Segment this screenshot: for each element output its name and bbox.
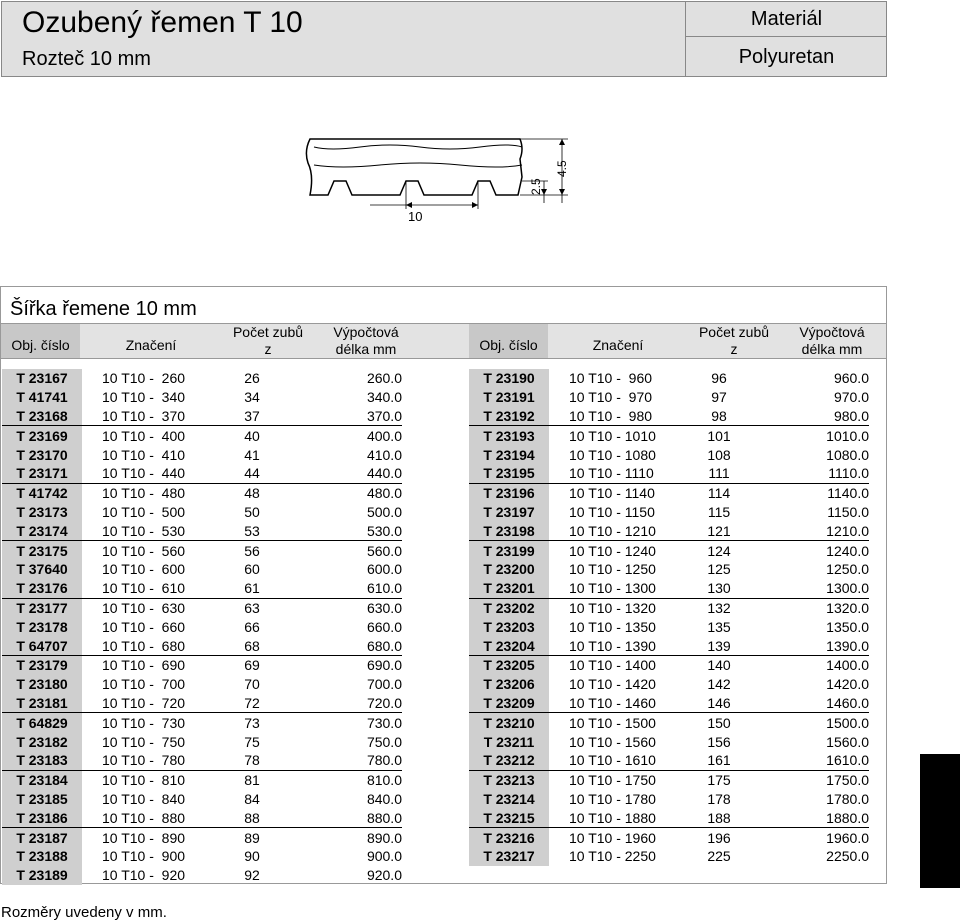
tooth-count-cell: 34 — [244, 389, 260, 406]
order-number-cell: T 23214 — [469, 790, 549, 809]
designation-cell: 10 T10 - 1350 — [569, 618, 656, 635]
order-number-cell: T 23168 — [2, 407, 82, 426]
calc-length-cell: 840.0 — [366, 790, 402, 807]
table-row — [2, 560, 402, 579]
order-number-cell: T 23188 — [2, 847, 82, 866]
calc-length-cell: 680.0 — [366, 637, 402, 654]
tooth-count-cell: 40 — [222, 426, 282, 445]
tooth-count-cell: 69 — [222, 655, 282, 674]
calc-length-cell: 1500.0 — [749, 713, 869, 732]
col-header-delka-left: Výpočtová délka mm — [333, 324, 399, 357]
calc-length-cell: 530.0 — [366, 522, 402, 539]
calc-length-cell: 1390.0 — [826, 637, 869, 654]
order-number-cell: T 23199 — [469, 541, 549, 560]
tooth-count-cell: 139 — [707, 637, 731, 654]
calc-length-cell: 1610.0 — [826, 752, 869, 769]
dimension-2-5-label: 2.5 — [529, 178, 543, 195]
table-row — [469, 675, 869, 694]
calc-length-cell: 340.0 — [366, 389, 402, 406]
calc-length-cell: 440.0 — [366, 465, 402, 482]
tooth-count-cell: 26 — [244, 370, 260, 387]
designation-cell: 10 T10 - 1110 — [569, 465, 654, 482]
order-number-cell: T 23190 — [469, 369, 549, 388]
table-row — [469, 407, 869, 426]
order-number-cell: T 23182 — [2, 732, 82, 751]
order-number-cell: T 37640 — [2, 560, 82, 579]
calc-length-cell: 1210.0 — [826, 522, 869, 539]
table-row — [469, 426, 869, 445]
table-row — [469, 617, 869, 636]
order-number-cell: T 23179 — [2, 655, 82, 674]
order-number-cell: T 23212 — [469, 751, 549, 770]
table-row — [469, 655, 869, 674]
page-title: Ozubený řemen T 10 — [22, 6, 303, 39]
designation-cell: 10 T10 - 840 — [102, 790, 186, 807]
tooth-count-cell: 92 — [244, 867, 260, 884]
table-row — [469, 847, 869, 866]
order-number-cell: T 23189 — [2, 866, 82, 885]
order-number-cell: T 23178 — [2, 617, 82, 636]
order-number-cell: T 23184 — [2, 770, 82, 789]
designation-cell: 10 T10 - 1150 — [569, 503, 655, 520]
pitch-dimension-label: 10 — [408, 209, 423, 224]
tooth-count-cell: 140 — [689, 655, 749, 674]
table-row — [469, 369, 869, 388]
tooth-count-cell: 124 — [689, 541, 749, 560]
col-header-obj-left: Obj. číslo — [1, 324, 80, 358]
table-row — [2, 751, 402, 770]
table-row — [469, 751, 869, 770]
order-number-cell: T 41742 — [2, 483, 82, 502]
table-row — [2, 694, 402, 713]
tooth-count-cell: 78 — [244, 752, 260, 769]
designation-cell: 10 T10 - 1320 — [549, 598, 689, 617]
tooth-count-cell: 66 — [244, 618, 260, 635]
order-number-cell: T 41741 — [2, 388, 82, 407]
tooth-count-cell: 60 — [244, 561, 260, 578]
calc-length-cell: 600.0 — [366, 561, 402, 578]
tooth-count-cell: 161 — [707, 752, 731, 769]
col-header-znaceni-right: Značení — [592, 337, 644, 353]
designation-cell: 10 T10 - 890 — [82, 828, 222, 847]
table-row — [2, 541, 402, 560]
table-row — [2, 483, 402, 502]
order-number-cell: T 23216 — [469, 828, 549, 847]
belt-table-right — [469, 369, 869, 866]
order-number-cell: T 23211 — [469, 732, 549, 751]
designation-cell: 10 T10 - 660 — [102, 618, 186, 635]
table-row — [2, 503, 402, 522]
designation-cell: 10 T10 - 700 — [102, 676, 186, 693]
tooth-count-cell: 73 — [222, 713, 282, 732]
table-row — [469, 636, 869, 655]
designation-cell: 10 T10 - 1420 — [569, 676, 656, 693]
table-row — [2, 828, 402, 847]
designation-cell: 10 T10 - 1140 — [549, 483, 689, 502]
order-number-cell: T 23167 — [2, 369, 82, 388]
calc-length-cell: 980.0 — [833, 407, 869, 424]
designation-cell: 10 T10 - 440 — [102, 465, 186, 482]
calc-length-cell: 880.0 — [366, 809, 402, 826]
table-row — [469, 694, 869, 713]
designation-cell: 10 T10 - 2250 — [569, 848, 656, 865]
table-row — [2, 770, 402, 789]
calc-length-cell: 730.0 — [282, 713, 402, 732]
table-row — [469, 579, 869, 598]
designation-cell: 10 T10 - 1250 — [569, 561, 656, 578]
calc-length-cell: 960.0 — [833, 370, 869, 387]
tooth-count-cell: 115 — [707, 503, 731, 520]
designation-cell: 10 T10 - 1610 — [569, 752, 656, 769]
calc-length-cell: 1250.0 — [826, 561, 869, 578]
order-number-cell: T 23210 — [469, 713, 549, 732]
calc-length-cell: 560.0 — [282, 541, 402, 560]
tooth-count-cell: 90 — [244, 848, 260, 865]
designation-cell: 10 T10 - 600 — [102, 561, 186, 578]
tooth-count-cell: 125 — [707, 561, 731, 578]
table-row — [469, 483, 869, 502]
table-row — [2, 732, 402, 751]
tooth-count-cell: 150 — [689, 713, 749, 732]
calc-length-cell: 1400.0 — [749, 655, 869, 674]
table-row — [2, 388, 402, 407]
tooth-count-cell: 61 — [244, 580, 260, 597]
tooth-count-cell: 48 — [222, 483, 282, 502]
order-number-cell: T 23176 — [2, 579, 82, 598]
col-header-delka-right: Výpočtová délka mm — [799, 324, 865, 357]
calc-length-cell: 1240.0 — [749, 541, 869, 560]
designation-cell: 10 T10 - 1560 — [569, 733, 656, 750]
order-number-cell: T 23186 — [2, 808, 82, 827]
order-number-cell: T 23213 — [469, 770, 549, 789]
designation-cell: 10 T10 - 370 — [102, 407, 186, 424]
belt-table-left — [2, 369, 402, 885]
designation-cell: 10 T10 - 410 — [102, 446, 186, 463]
order-number-cell: T 64829 — [2, 713, 82, 732]
calc-length-cell: 480.0 — [282, 483, 402, 502]
tooth-count-cell: 70 — [244, 676, 260, 693]
table-row — [469, 464, 869, 483]
calc-length-cell: 660.0 — [366, 618, 402, 635]
tooth-count-cell: 37 — [244, 407, 260, 424]
designation-cell: 10 T10 - 970 — [569, 389, 653, 406]
page-edge-tab — [920, 754, 960, 888]
page-subtitle: Rozteč 10 mm — [22, 48, 151, 70]
table-row — [2, 713, 402, 732]
table-row — [469, 541, 869, 560]
table-row — [469, 732, 869, 751]
designation-cell: 10 T10 - 1780 — [569, 790, 656, 807]
calc-length-cell: 2250.0 — [826, 848, 869, 865]
table-row — [469, 808, 869, 827]
belt-profile-diagram — [300, 125, 590, 235]
table-row — [469, 598, 869, 617]
table-row — [2, 866, 402, 885]
designation-cell: 10 T10 - 1880 — [569, 809, 656, 826]
tooth-count-cell: 111 — [708, 465, 730, 482]
calc-length-cell: 920.0 — [366, 867, 402, 884]
table-header — [1, 323, 886, 359]
order-number-cell: T 23215 — [469, 808, 549, 827]
tooth-count-cell: 114 — [689, 483, 749, 502]
tooth-count-cell: 97 — [711, 389, 727, 406]
tooth-count-cell: 96 — [711, 370, 727, 387]
order-number-cell: T 23195 — [469, 464, 549, 483]
order-number-cell: T 23209 — [469, 694, 549, 713]
calc-length-cell: 410.0 — [366, 446, 402, 463]
order-number-cell: T 23200 — [469, 560, 549, 579]
table-row — [469, 560, 869, 579]
table-row — [469, 445, 869, 464]
order-number-cell: T 23202 — [469, 598, 549, 617]
calc-length-cell: 260.0 — [366, 370, 402, 387]
tooth-count-cell: 84 — [244, 790, 260, 807]
designation-cell: 10 T10 - 500 — [102, 503, 186, 520]
calc-length-cell: 1960.0 — [749, 828, 869, 847]
tooth-count-cell: 188 — [707, 809, 731, 826]
order-number-cell: T 23205 — [469, 655, 549, 674]
tooth-count-cell: 101 — [689, 426, 749, 445]
calc-length-cell: 700.0 — [366, 676, 402, 693]
designation-cell: 10 T10 - 260 — [102, 370, 186, 387]
order-number-cell: T 23204 — [469, 636, 549, 655]
calc-length-cell: 720.0 — [366, 694, 402, 711]
tooth-count-cell: 75 — [244, 733, 260, 750]
order-number-cell: T 23192 — [469, 407, 549, 426]
calc-length-cell: 810.0 — [282, 770, 402, 789]
calc-length-cell: 1350.0 — [826, 618, 869, 635]
calc-length-cell: 1460.0 — [826, 694, 869, 711]
tooth-count-cell: 68 — [244, 637, 260, 654]
order-number-cell: T 64707 — [2, 636, 82, 655]
tooth-count-cell: 175 — [689, 770, 749, 789]
order-number-cell: T 23174 — [2, 521, 82, 540]
calc-length-cell: 900.0 — [366, 848, 402, 865]
designation-cell: 10 T10 - 1390 — [569, 637, 656, 654]
table-row — [2, 636, 402, 655]
tooth-count-cell: 196 — [689, 828, 749, 847]
calc-length-cell: 1560.0 — [826, 733, 869, 750]
footer-note: Rozměry uvedeny v mm. — [1, 904, 167, 921]
tooth-count-cell: 50 — [244, 503, 260, 520]
designation-cell: 10 T10 - 750 — [102, 733, 186, 750]
calc-length-cell: 1420.0 — [826, 676, 869, 693]
designation-cell: 10 T10 - 1750 — [549, 770, 689, 789]
tooth-count-cell: 63 — [222, 598, 282, 617]
calc-length-cell: 970.0 — [833, 389, 869, 406]
order-number-cell: T 23175 — [2, 541, 82, 560]
calc-length-cell: 890.0 — [282, 828, 402, 847]
order-number-cell: T 23193 — [469, 426, 549, 445]
order-number-cell: T 23171 — [2, 464, 82, 483]
calc-length-cell: 750.0 — [366, 733, 402, 750]
table-row — [2, 426, 402, 445]
table-row — [2, 579, 402, 598]
tooth-count-cell: 225 — [707, 848, 731, 865]
designation-cell: 10 T10 - 1080 — [569, 446, 656, 463]
dimension-4-5-label: 4.5 — [555, 160, 569, 177]
table-row — [2, 521, 402, 540]
material-box — [685, 2, 887, 76]
col-header-pocet-left: Počet zubů z — [232, 324, 304, 357]
tooth-count-cell: 88 — [244, 809, 260, 826]
calc-length-cell: 400.0 — [282, 426, 402, 445]
tooth-count-cell: 56 — [222, 541, 282, 560]
order-number-cell: T 23198 — [469, 521, 549, 540]
designation-cell: 10 T10 - 960 — [569, 370, 653, 387]
tooth-count-cell: 132 — [689, 598, 749, 617]
designation-cell: 10 T10 - 690 — [82, 655, 222, 674]
table-row — [2, 369, 402, 388]
designation-cell: 10 T10 - 720 — [102, 694, 186, 711]
table-row — [469, 828, 869, 847]
designation-cell: 10 T10 - 880 — [102, 809, 186, 826]
tooth-count-cell: 135 — [707, 618, 731, 635]
order-number-cell: T 23170 — [2, 445, 82, 464]
tooth-count-cell: 121 — [707, 522, 731, 539]
designation-cell: 10 T10 - 1400 — [549, 655, 689, 674]
header-panel — [1, 1, 887, 77]
calc-length-cell: 500.0 — [366, 503, 402, 520]
designation-cell: 10 T10 - 340 — [102, 389, 186, 406]
designation-cell: 10 T10 - 810 — [82, 770, 222, 789]
order-number-cell: T 23206 — [469, 675, 549, 694]
order-number-cell: T 23217 — [469, 847, 549, 866]
designation-cell: 10 T10 - 480 — [82, 483, 222, 502]
calc-length-cell: 630.0 — [282, 598, 402, 617]
calc-length-cell: 1150.0 — [827, 503, 869, 520]
designation-cell: 10 T10 - 1010 — [549, 426, 689, 445]
tooth-count-cell: 41 — [244, 446, 260, 463]
table-row — [2, 808, 402, 827]
designation-cell: 10 T10 - 680 — [102, 637, 186, 654]
col-header-pocet-right: Počet zubů z — [698, 324, 770, 357]
calc-length-cell: 780.0 — [366, 752, 402, 769]
table-row — [469, 713, 869, 732]
designation-cell: 10 T10 - 1460 — [569, 694, 656, 711]
table-row — [2, 464, 402, 483]
designation-cell: 10 T10 - 530 — [102, 522, 186, 539]
designation-cell: 10 T10 - 560 — [82, 541, 222, 560]
material-label: Materiál — [686, 2, 887, 37]
designation-cell: 10 T10 - 920 — [102, 867, 186, 884]
calc-length-cell: 690.0 — [282, 655, 402, 674]
calc-length-cell: 1880.0 — [826, 809, 869, 826]
tooth-count-cell: 156 — [707, 733, 731, 750]
table-row — [2, 617, 402, 636]
designation-cell: 10 T10 - 1300 — [569, 580, 656, 597]
designation-cell: 10 T10 - 730 — [82, 713, 222, 732]
calc-length-cell: 1140.0 — [749, 483, 869, 502]
calc-length-cell: 610.0 — [366, 580, 402, 597]
col-header-znaceni-left: Značení — [125, 337, 177, 353]
tooth-count-cell: 53 — [244, 522, 260, 539]
calc-length-cell: 1750.0 — [749, 770, 869, 789]
calc-length-cell: 1300.0 — [826, 580, 869, 597]
calc-length-cell: 1010.0 — [749, 426, 869, 445]
calc-length-cell: 1320.0 — [749, 598, 869, 617]
order-number-cell: T 23185 — [2, 790, 82, 809]
designation-cell: 10 T10 - 1210 — [569, 522, 656, 539]
order-number-cell: T 23177 — [2, 598, 82, 617]
tooth-count-cell: 130 — [707, 580, 731, 597]
tooth-count-cell: 98 — [711, 407, 727, 424]
order-number-cell: T 23183 — [2, 751, 82, 770]
order-number-cell: T 23196 — [469, 483, 549, 502]
table-row — [2, 445, 402, 464]
order-number-cell: T 23191 — [469, 388, 549, 407]
belt-width-section — [0, 286, 887, 884]
order-number-cell: T 23187 — [2, 828, 82, 847]
order-number-cell: T 23197 — [469, 503, 549, 522]
calc-length-cell: 1080.0 — [826, 446, 869, 463]
designation-cell: 10 T10 - 1240 — [549, 541, 689, 560]
tooth-count-cell: 44 — [244, 465, 260, 482]
designation-cell: 10 T10 - 400 — [82, 426, 222, 445]
tooth-count-cell: 142 — [707, 676, 731, 693]
tooth-count-cell: 146 — [707, 694, 731, 711]
table-row — [2, 847, 402, 866]
calc-length-cell: 370.0 — [366, 407, 402, 424]
table-row — [2, 675, 402, 694]
table-row — [2, 790, 402, 809]
calc-length-cell: 1110.0 — [828, 465, 869, 482]
tooth-count-cell: 89 — [222, 828, 282, 847]
order-number-cell: T 23173 — [2, 503, 82, 522]
tooth-count-cell: 81 — [222, 770, 282, 789]
designation-cell: 10 T10 - 610 — [102, 580, 186, 597]
tooth-count-cell: 72 — [244, 694, 260, 711]
material-value: Polyuretan — [738, 46, 835, 68]
table-row — [469, 770, 869, 789]
order-number-cell: T 23180 — [2, 675, 82, 694]
designation-cell: 10 T10 - 1960 — [549, 828, 689, 847]
table-row — [469, 521, 869, 540]
order-number-cell: T 23181 — [2, 694, 82, 713]
designation-cell: 10 T10 - 1500 — [549, 713, 689, 732]
table-row — [469, 790, 869, 809]
tooth-count-cell: 178 — [707, 790, 731, 807]
col-header-obj-right: Obj. číslo — [469, 324, 548, 358]
order-number-cell: T 23169 — [2, 426, 82, 445]
designation-cell: 10 T10 - 900 — [102, 848, 186, 865]
designation-cell: 10 T10 - 780 — [102, 752, 186, 769]
calc-length-cell: 1780.0 — [826, 790, 869, 807]
order-number-cell: T 23194 — [469, 445, 549, 464]
designation-cell: 10 T10 - 980 — [569, 407, 653, 424]
designation-cell: 10 T10 - 630 — [82, 598, 222, 617]
table-row — [2, 655, 402, 674]
tooth-count-cell: 108 — [707, 446, 731, 463]
table-row — [469, 503, 869, 522]
order-number-cell: T 23203 — [469, 617, 549, 636]
section-title: Šířka řemene 10 mm — [10, 298, 197, 320]
table-row — [469, 388, 869, 407]
table-row — [2, 407, 402, 426]
table-row — [2, 598, 402, 617]
order-number-cell: T 23201 — [469, 579, 549, 598]
